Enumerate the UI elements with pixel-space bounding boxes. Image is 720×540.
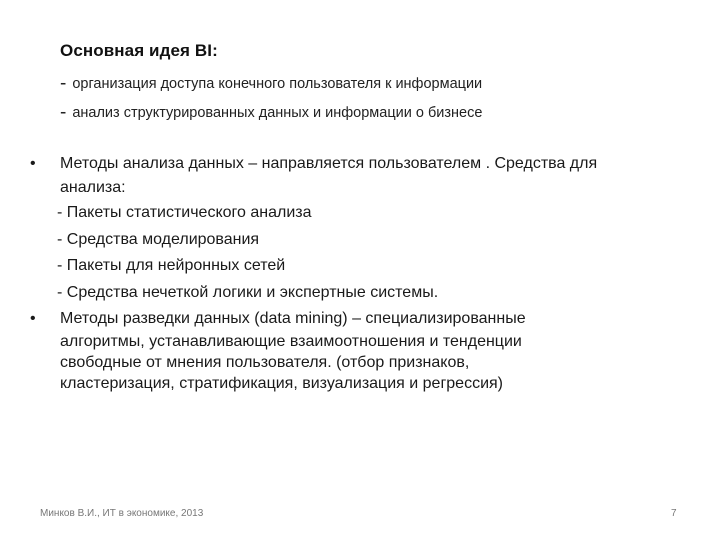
slide-title: Основная идея BI: — [60, 41, 218, 60]
dash: - — [60, 73, 67, 94]
bullet-text: алгоритмы, устанавливающие взаимоотношения и тенденции — [60, 333, 522, 350]
sub-list-item: - Пакеты для нейронных сетей — [57, 257, 286, 274]
sub-list-item: - Средства моделирования — [57, 231, 260, 248]
intro-item-text: организация доступа конечного пользователя к информации — [72, 76, 483, 92]
bullet-icon: • — [30, 155, 36, 172]
bullet-text: Методы анализа данных – направляется пользователем . Средства для — [60, 155, 598, 172]
bullet-icon: • — [30, 310, 36, 327]
footer-author: Минков В.И., ИТ в экономике, 2013 — [40, 508, 204, 519]
bullet-text: Методы разведки данных (data mining) – специализированные — [60, 310, 526, 327]
sub-list-item: - Пакеты статистического анализа — [57, 204, 312, 221]
page-number: 7 — [671, 508, 677, 519]
bullet-text: кластеризация, стратификация, визуализация и регрессия) — [60, 375, 504, 392]
intro-item — [60, 72, 482, 94]
intro-item-text: анализ структурированных данных и информации о бизнесе — [72, 105, 483, 121]
intro-item — [60, 101, 482, 123]
dash: - — [60, 102, 67, 123]
sub-list-item: - Средства нечеткой логики и экспертные системы. — [57, 284, 439, 301]
bullet-text: анализа: — [60, 179, 126, 196]
bullet-text: свободные от мнения пользователя. (отбор признаков, — [60, 354, 470, 371]
